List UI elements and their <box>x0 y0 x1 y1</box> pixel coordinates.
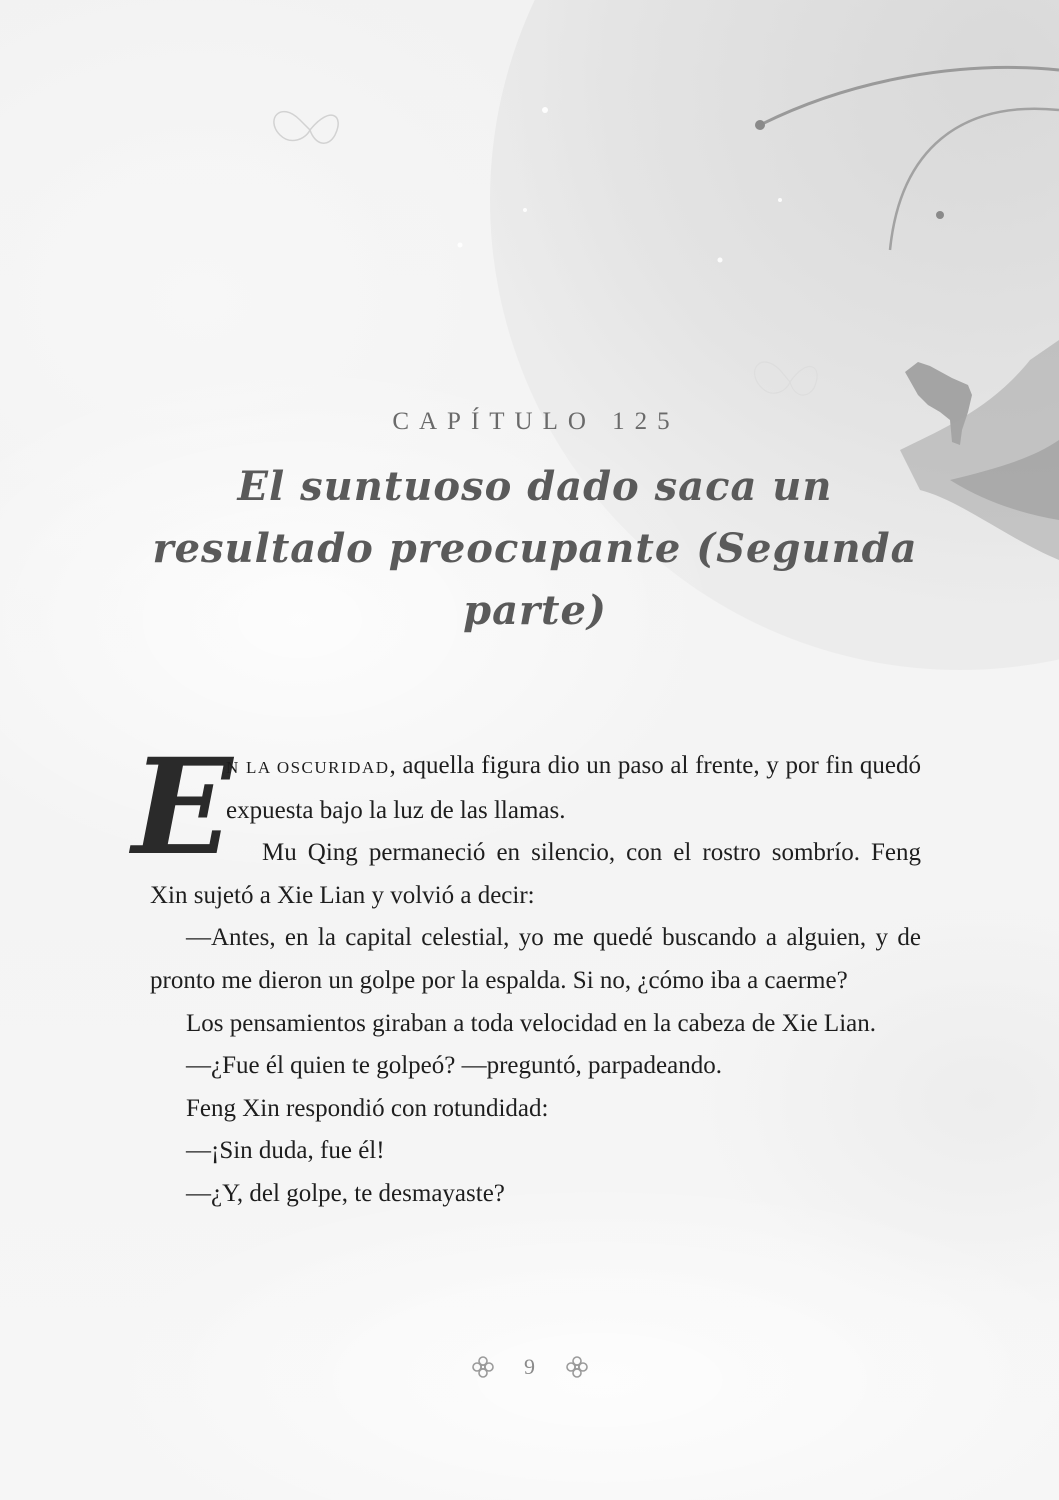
chapter-label: CAPÍTULO 125 <box>392 408 680 435</box>
drop-cap: E <box>132 730 233 885</box>
paragraph-text: , aquella figura dio un paso al frente, y por fin quedó expuesta bajo la luz de las llamas. <box>226 752 921 824</box>
paragraph: —¿Y, del golpe, te desmayaste? <box>186 1179 505 1207</box>
flower-ornament-icon <box>565 1355 589 1379</box>
paragraph: —Antes, en la capital celestial, yo me quedé buscando a alguien, y de pronto me dieron un golpe por la espalda. Si no, ¿cómo iba a caerme? <box>150 924 921 994</box>
flower-ornament-icon <box>471 1355 495 1379</box>
paragraph: Los pensamientos giraban a toda velocidad en la cabeza de Xie Lian. <box>186 1009 876 1037</box>
page-number: 9 <box>524 1353 535 1379</box>
paragraph: Feng Xin respondió con rotundidad: <box>186 1094 549 1122</box>
chapter-title: El suntuoso dado saca un resultado preocupante (Segunda parte) <box>152 463 918 634</box>
paragraph: —¿Fue él quien te golpeó? —preguntó, parpadeando. <box>186 1052 722 1080</box>
lead-in-smallcaps: N LA OSCURIDAD <box>226 758 390 777</box>
paragraph: —¡Sin duda, fue él! <box>186 1137 385 1165</box>
butterfly-icon <box>274 112 338 144</box>
page-footer <box>0 1352 1059 1380</box>
chapter-body <box>132 730 921 1216</box>
paragraph: Mu Qing permaneció en silencio, con el rostro sombrío. Feng Xin sujetó a Xie Lian y volvió a decir: <box>150 839 921 909</box>
